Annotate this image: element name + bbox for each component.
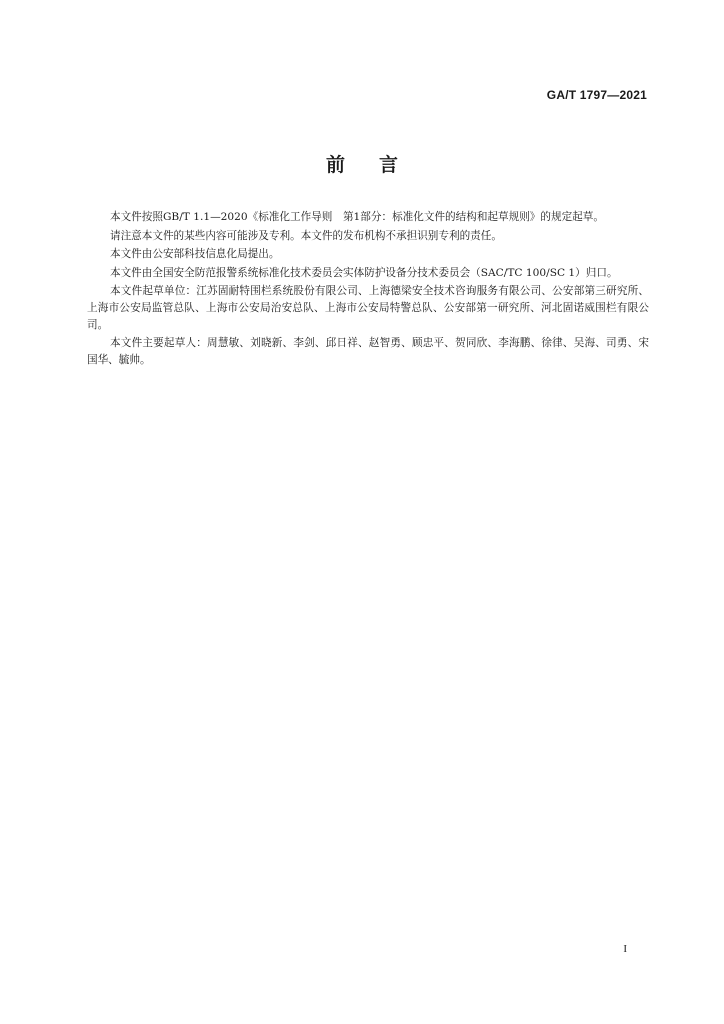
paragraph-drafting-rules: 本文件按照GB/T 1.1—2020《标准化工作导则 第1部分：标准化文件的结构和起草规则》的规定起草。 — [110, 211, 604, 223]
document-code: GA/T 1797—2021 — [546, 88, 647, 102]
paragraph-patent-notice: 请注意本文件的某些内容可能涉及专利。本文件的发布机构不承担识别专利的责任。 — [110, 229, 502, 242]
foreword-body — [87, 209, 649, 370]
paragraph-drafting-organizations: 本文件起草单位：江苏固耐特围栏系统股份有限公司、上海德梁安全技术咨询服务有限公司、公安部第三研究所、上海市公安局监管总队、上海市公安局治安总队、上海市公安局特警总队、公安部第一研究所、河北固诺威围栏有限公司。 — [87, 285, 649, 331]
page-number: I — [623, 943, 627, 955]
paragraph-main-drafters: 本文件主要起草人：周慧敏、刘晓新、李剑、邱日祥、赵智勇、顾忠平、贺同欣、李海鹏、徐律、吴海、司勇、宋国华、毓帅。 — [87, 337, 649, 366]
title-char-2: 言 — [379, 154, 399, 176]
paragraph-proposer: 本文件由公安部科技信息化局提出。 — [110, 248, 280, 261]
title-char-1: 前 — [325, 154, 345, 176]
paragraph-technical-committee: 本文件由全国安全防范报警系统标准化技术委员会实体防护设备分技术委员会（SAC/TC 100/SC 1）归口。 — [110, 266, 618, 279]
page-title — [0, 150, 724, 177]
